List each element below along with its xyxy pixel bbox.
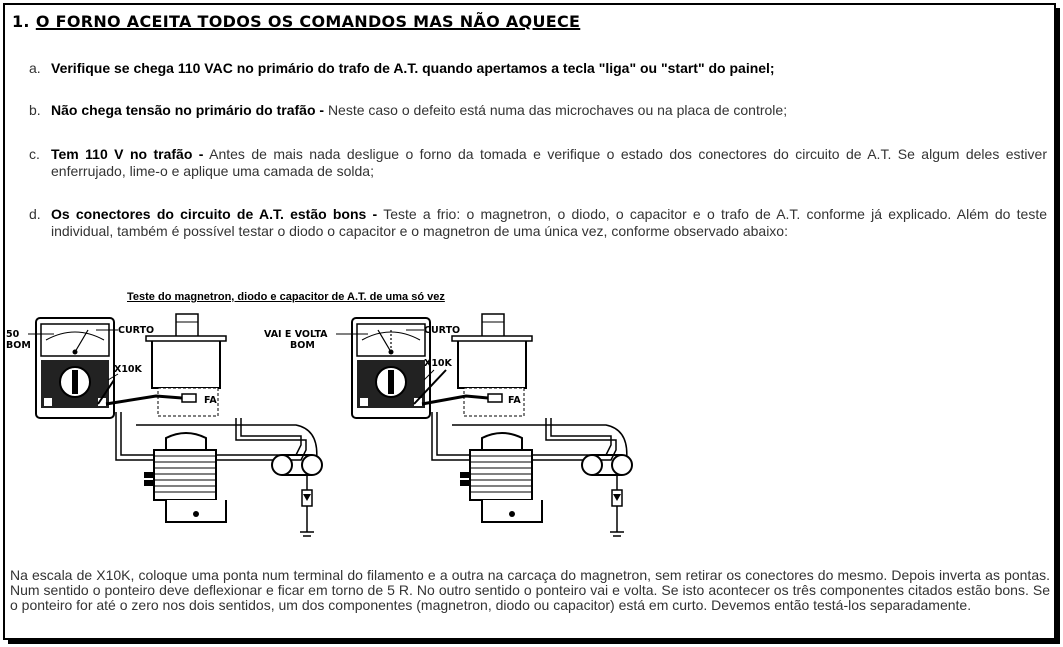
frame-shadow-right xyxy=(1056,8,1060,643)
list-item-lead: Não chega tensão no primário do trafão - xyxy=(51,102,325,118)
capacitor-left xyxy=(272,455,322,475)
list-item-lead: Verifique se chega 110 VAC no primário do trafo de A.T. quando apertamos a tecla "liga" ou "start" do painel; xyxy=(51,60,775,76)
footer-paragraph: Na escala de X10K, coloque uma ponta num terminal do filamento e a outra na carcaça do magnetron, sem retirar os conectores do mesmo. Depois inverta as pontas. Num sentido o ponteiro deve deflexionar e ficar em torno de 5 R. No outro sentido o ponteiro vai e volta. Se isto acontecer os três componentes citados estão bons. Se o ponteiro for até o zero nos dois sentidos, um dos componentes (magnetron, diodo ou capacitor) está em curto. Devemos então testá-los separadamente. xyxy=(10,567,1050,613)
list-item-text: Neste caso o defeito está numa das microchaves ou na placa de controle; xyxy=(327,102,788,118)
multimeter-left xyxy=(36,318,114,418)
transformer-right xyxy=(460,433,542,522)
label-curto: CURTO xyxy=(118,325,155,336)
test-diagram xyxy=(6,300,646,550)
section-number: 1. xyxy=(12,12,30,31)
capacitor-right xyxy=(582,455,632,475)
list-letter: c. xyxy=(29,146,40,162)
figure-title: Teste do magnetron, diodo e capacitor de A.T. de uma só vez xyxy=(127,291,445,303)
section-title: O FORNO ACEITA TODOS OS COMANDOS MAS NÃO AQUECE xyxy=(35,12,581,31)
left-setup xyxy=(6,314,322,536)
list-item-lead: Tem 110 V no trafão - xyxy=(51,146,204,162)
label-curto: CURTO xyxy=(424,325,461,336)
list-item-body xyxy=(51,102,1047,119)
list-letter: d. xyxy=(29,206,41,222)
list-item-body xyxy=(51,146,1047,180)
label-fa: FA xyxy=(508,395,521,406)
label-x10k: X10K xyxy=(114,364,142,375)
list-item-text: Teste a frio: o magnetron, o diodo, o capacitor e o trafo de A.T. conforme já explicado. Além do teste individual, também é possível testar o diodo o capacitor e o magnetron de uma única vez, conforme observado abaixo: xyxy=(51,206,1048,239)
label-x10k: X10K xyxy=(424,358,452,369)
list-item-body xyxy=(51,60,1047,77)
transformer-left xyxy=(144,433,226,522)
list-item-lead: Os conectores do circuito de A.T. estão bons - xyxy=(51,206,378,222)
label-vai-e-volta: VAI E VOLTA xyxy=(264,329,328,340)
list-item-text: Antes de mais nada desligue o forno da tomada e verifique o estado dos conectores do circuito de A.T. Se algum deles estiver enferrujado, lime-o e aplique uma camada de solda; xyxy=(51,146,1047,179)
list-item-d xyxy=(29,206,1047,240)
frame-shadow-bottom xyxy=(8,640,1060,644)
list-item-b xyxy=(29,102,1047,119)
list-letter: b. xyxy=(29,102,41,118)
list-letter: a. xyxy=(29,60,41,76)
list-item-body xyxy=(51,206,1047,240)
right-setup xyxy=(264,314,632,536)
label-bom: BOM xyxy=(6,340,31,351)
label-fa: FA xyxy=(204,395,217,406)
multimeter-right xyxy=(352,318,430,418)
list-item-a xyxy=(29,60,1047,77)
section-heading xyxy=(12,12,580,31)
label-bom: BOM xyxy=(290,340,315,351)
label-50: 50 xyxy=(6,329,20,340)
list-item-c xyxy=(29,146,1047,180)
